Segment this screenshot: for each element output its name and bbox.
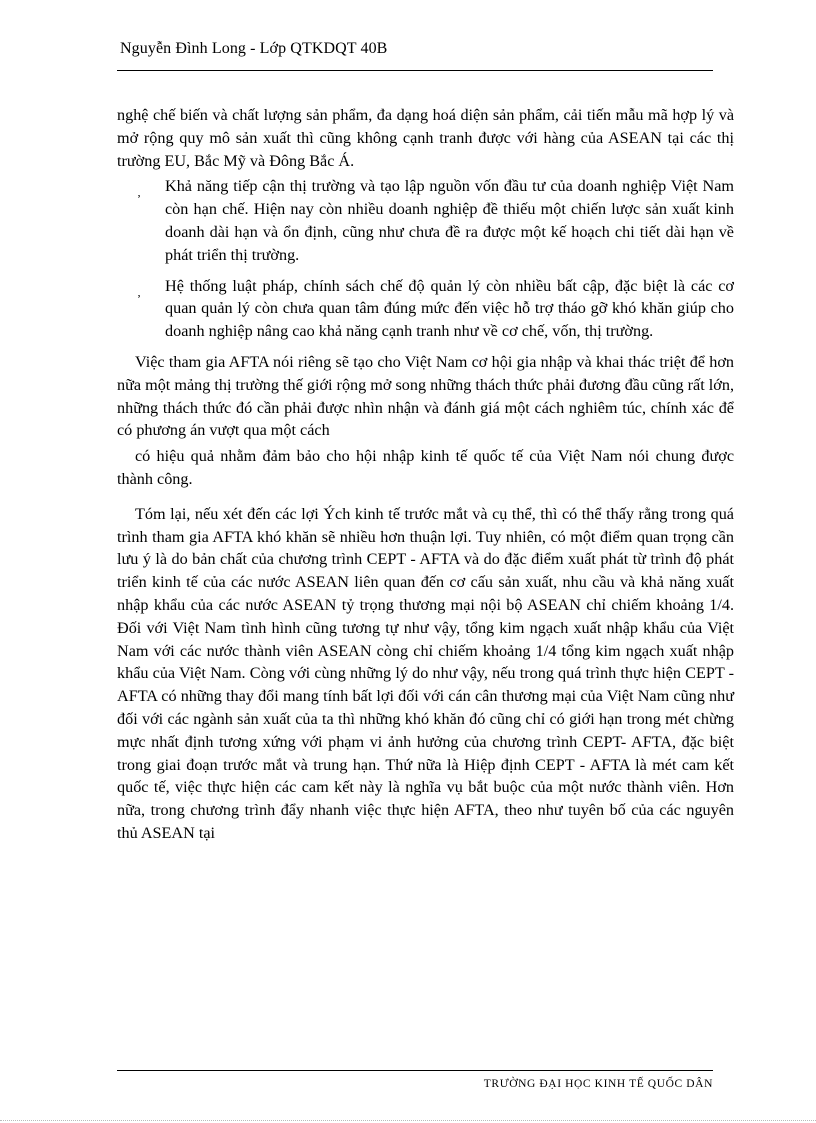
page-bottom-edge [0, 1120, 816, 1121]
bullet-list [117, 175, 734, 343]
header-title: Nguyễn Đình Long - Lớp QTKDQT 40B [120, 40, 388, 57]
paragraph-afta-opportunity: Việc tham gia AFTA nói riêng sẽ tạo cho Việt Nam cơ hội gia nhập và khai thác triệt để hơn nữa một mảng thị trường thế giới rộng mở song những thách thức phải đương đầu cũng rất lớn, những thách thức đó cần phải được nhìn nhận và đánh giá một cách nghiêm túc, chính xác để có phương án vượt qua một cách [117, 352, 734, 440]
paragraph-intro: nghệ chế biến và chất lượng sản phẩm, đa dạng hoá diện sản phẩm, cải tiến mẫu mã hợp lý và mở rộng quy mô sản xuất thì cũng không cạnh tranh được với hàng của ASEAN tại các thị trường EU, Bắc Mỹ và Đông Bắc Á. [117, 106, 734, 170]
page-header [117, 40, 713, 71]
header-divider [117, 70, 713, 71]
page-footer [117, 1070, 713, 1090]
footer-divider [117, 1070, 713, 1071]
bullet-text: Khả năng tiếp cận thị trường và tạo lập nguồn vốn đầu tư của doanh nghiệp Việt Nam còn hạn chế. Hiện nay còn nhiều doanh nghiệp đề thiếu một chiến lược sản xuất kinh doanh dài hạn và ổn định, cũng như chưa đề ra được một kế hoạch chi tiết dài hạn về phát triển thị trường. [165, 177, 734, 264]
footer-university-name: TRƯỜNG ĐẠI HỌC KINH TẾ QUỐC DÂN [483, 1078, 713, 1090]
bullet-item [137, 275, 734, 343]
bullet-dash-icon: ‚ [137, 284, 141, 299]
bullet-dash-icon: ‚ [137, 185, 141, 200]
paragraph-afta-conclusion: có hiệu quả nhằm đảm bảo cho hội nhập kinh tế quốc tế của Việt Nam nói chung được thành công. [117, 447, 734, 488]
bullet-item [137, 175, 734, 266]
bullet-text: Hệ thống luật pháp, chính sách chế độ quản lý còn nhiều bất cập, đặc biệt là các cơ quan quản lý còn chưa quan tâm đúng mức đến việc hỗ trợ tháo gỡ khó khăn giúp cho doanh nghiệp nâng cao khả năng cạnh tranh như về cơ chế, vốn, thị trường. [165, 276, 734, 341]
document-body [117, 104, 734, 845]
paragraph-summary: Tóm lại, nếu xét đến các lợi Ých kinh tế trước mắt và cụ thể, thì có thể thấy rằng trong quá trình tham gia AFTA khó khăn sẽ nhiều hơn thuận lợi. Tuy nhiên, có một điểm quan trọng cần lưu ý là do bản chất của chương trình CEPT - AFTA và do đặc điểm xuất phát từ trình độ phát triển kinh tế của các nước ASEAN liên quan đến cơ cấu sản xuất, nhu cầu và khả năng xuất nhập khẩu của các nước ASEAN tỷ trọng thương mại nội bộ ASEAN chỉ chiếm khoảng 1/4. Đối với Việt Nam tình hình cũng tương tự như vậy, tổng kim ngạch xuất nhập khẩu của Việt Nam với các nước thành viên ASEAN còng chỉ chiếm khoảng 1/4 tổng kim ngạch xuất nhập khẩu của Việt Nam. Còng với cùng những lý do như vậy, nếu trong quá trình thực hiện CEPT - AFTA có những thay đổi mang tính bất lợi đối với cán cân thương mại của Việt Nam cũng như đối với các ngành sản xuất của ta thì những khó khăn đó cũng chỉ có giới hạn trong mét chừng mực nhất định tương xứng với phạm vi ảnh hưởng của chương trình CEPT- AFTA, đặc biệt trong giai đoạn trước mắt và trung hạn. Thứ nữa là Hiệp định CEPT - AFTA là mét cam kết quốc tế, việc thực hiện các cam kết này là nghĩa vụ bắt buộc của một nước thành viên. Hơn nữa, trong chương trình đẩy nhanh việc thực hiện AFTA, theo như tuyên bố của các nguyên thủ ASEAN tại [117, 504, 734, 842]
